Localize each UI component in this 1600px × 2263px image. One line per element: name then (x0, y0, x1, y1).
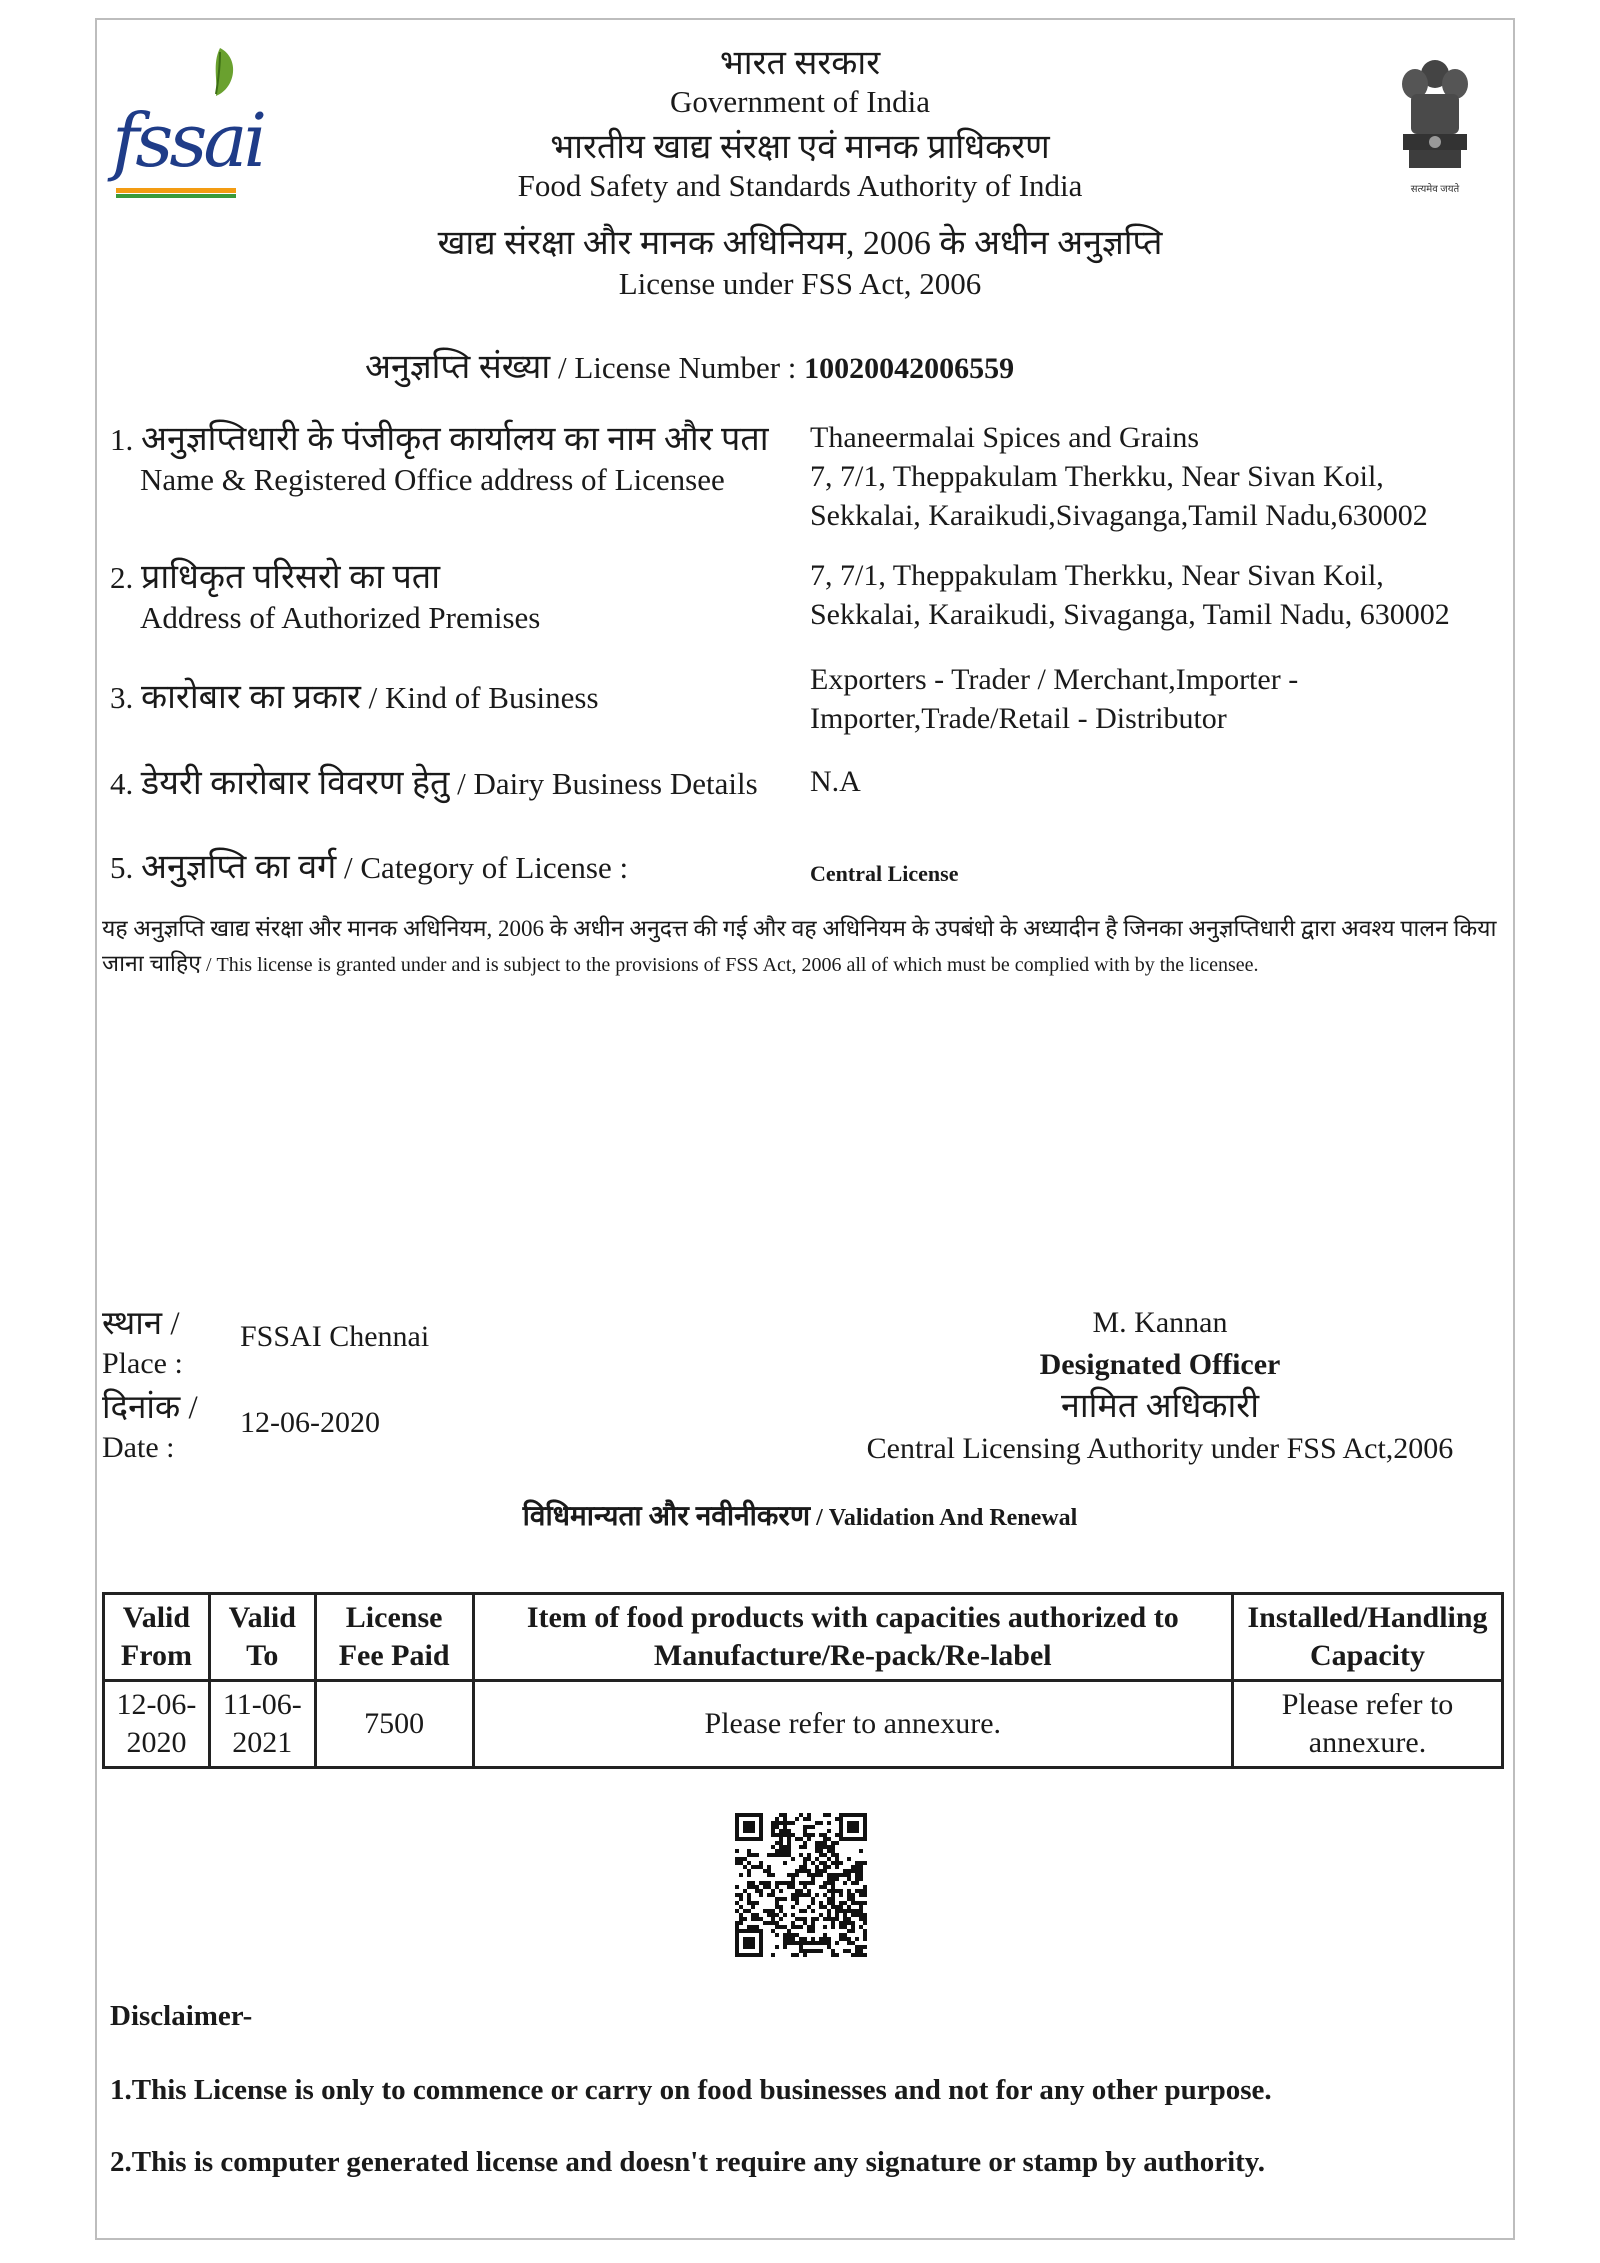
item-label-en: Address of Authorized Premises (140, 600, 541, 635)
item-4-label (110, 764, 758, 804)
item-2-value (810, 556, 1450, 634)
table-cell: 7500 (315, 1681, 473, 1768)
license-number-label-hi: अनुज्ञप्ति संख्या (365, 349, 551, 386)
item-label-hi: अनुज्ञप्तिधारी के पंजीकृत कार्यालय का नाम और पता (141, 421, 769, 458)
place-label-en: Place : (102, 1347, 183, 1380)
table-header-row (104, 1594, 1503, 1681)
table-row (104, 1681, 1503, 1768)
item-number: 2. (110, 560, 141, 595)
value-line: Sekkalai, Karaikudi, Sivaganga, Tamil Nadu, 630002 (810, 598, 1450, 631)
granted-note-hi: यह अनुज्ञप्ति खाद्य संरक्षा और मानक अधिनियम, 2006 के अधीन अनुदत्त की गई और वह अधिनियम के उपबंधो के अध्यादीन है जिनका अनुज्ञप्तिधारी द्वारा अवश्य पालन किया जाना चाहिए (102, 916, 1497, 976)
value-line: Importer,Trade/Retail - Distributor (810, 702, 1227, 735)
date-value: 12-06-2020 (240, 1406, 380, 1439)
column-header: License Fee Paid (315, 1594, 473, 1681)
validation-heading-en: / Validation And Renewal (810, 1505, 1078, 1531)
validation-heading-hi: विधिमान्यता और नवीनीकरण (522, 1501, 811, 1532)
fssai-logo (108, 38, 264, 208)
officer-authority: Central Licensing Authority under FSS Act,2006 (866, 1432, 1454, 1465)
license-title-en: License under FSS Act, 2006 (618, 266, 982, 301)
officer-block (760, 1302, 1560, 1470)
qr-code (735, 1812, 867, 1958)
value-line: Thaneermalai Spices and Grains (810, 421, 1200, 454)
validation-table (102, 1592, 1504, 1769)
item-label-hi: प्राधिकृत परिसरो का पता (141, 559, 440, 596)
item-label-en: / Category of License : (336, 850, 629, 885)
item-1-label (110, 420, 769, 500)
item-5-value (810, 854, 958, 893)
item-3-label (110, 678, 599, 718)
table-cell: 11-06-2021 (209, 1681, 315, 1768)
gov-en: Government of India (670, 84, 930, 119)
officer-name: M. Kannan (1092, 1306, 1228, 1339)
validation-heading (300, 1496, 1300, 1534)
disclaimer-line-1: 1.This License is only to commence or carry on food businesses and not for any other purpose. (110, 2074, 1272, 2106)
value-line: Exporters - Trader / Merchant,Importer - (810, 663, 1299, 696)
gov-hi: भारत सरकार (719, 45, 881, 82)
license-title-hi: खाद्य संरक्षा और मानक अधिनियम, 2006 के अधीन अनुज्ञप्ति (437, 225, 1163, 262)
granted-note-en: / This license is granted under and is subject to the provisions of FSS Act, 2006 all of which must be complied with by the licensee. (200, 954, 1259, 976)
date-label-hi: दिनांक / (102, 1390, 198, 1426)
value-line: 7, 7/1, Theppakulam Therkku, Near Sivan Koil, (810, 559, 1384, 592)
item-label-hi: अनुज्ञप्ति का वर्ग (141, 849, 337, 886)
date-label-en: Date : (102, 1431, 175, 1464)
column-header: Installed/Handling Capacity (1233, 1594, 1503, 1681)
license-number-value: 10020042006559 (804, 352, 1015, 385)
emblem-caption: सत्यमेव जयते (1410, 184, 1460, 195)
item-number: 4. (110, 766, 141, 801)
table-cell: 12-06-2020 (104, 1681, 210, 1768)
item-1-value (810, 418, 1428, 535)
value-line: N.A (810, 765, 861, 798)
item-2-label (110, 558, 540, 638)
item-number: 1. (110, 422, 141, 457)
officer-title-en: Designated Officer (1039, 1348, 1281, 1381)
column-header: Valid From (104, 1594, 210, 1681)
value-line: 7, 7/1, Theppakulam Therkku, Near Sivan Koil, (810, 460, 1384, 493)
item-number: 5. (110, 850, 141, 885)
item-label-en: / Dairy Business Details (449, 766, 758, 801)
disclaimer-title: Disclaimer- (110, 2000, 253, 2032)
officer-title-hi: नामित अधिकारी (1060, 1388, 1259, 1425)
place-label (102, 1304, 183, 1384)
value-line: Sekkalai, Karaikudi,Sivaganga,Tamil Nadu,630002 (810, 499, 1428, 532)
place-value: FSSAI Chennai (240, 1320, 430, 1353)
item-4-value (810, 762, 861, 801)
item-label-hi: कारोबार का प्रकार (141, 679, 361, 716)
item-label-en: Name & Registered Office address of Licensee (140, 462, 725, 497)
item-label-en: / Kind of Business (360, 680, 599, 715)
item-number: 3. (110, 680, 141, 715)
item-5-label (110, 848, 628, 888)
national-emblem-icon (1385, 52, 1485, 202)
place-label-hi: स्थान / (102, 1306, 180, 1342)
authority-en: Food Safety and Standards Authority of India (517, 168, 1083, 203)
value-line: Central License (810, 861, 959, 886)
table-cell: Please refer to annexure. (473, 1681, 1233, 1768)
authority-hi: भारतीय खाद्य संरक्षा एवं मानक प्राधिकरण (550, 129, 1050, 166)
license-number-row (365, 342, 1465, 388)
date-label (102, 1388, 198, 1468)
column-header: Valid To (209, 1594, 315, 1681)
item-label-hi: डेयरी कारोबार विवरण हेतु (141, 765, 450, 802)
table-cell: Please refer to annexure. (1233, 1681, 1503, 1768)
disclaimer-line-2: 2.This is computer generated license and doesn't require any signature or stamp by authority. (110, 2146, 1265, 2178)
item-3-value (810, 660, 1298, 738)
license-number-label-en: / License Number : (550, 350, 805, 385)
granted-note (102, 912, 1512, 982)
svg-text:fssai: fssai (112, 98, 264, 184)
column-header: Item of food products with capacities authorized to Manufacture/Re-pack/Re-label (473, 1594, 1233, 1681)
